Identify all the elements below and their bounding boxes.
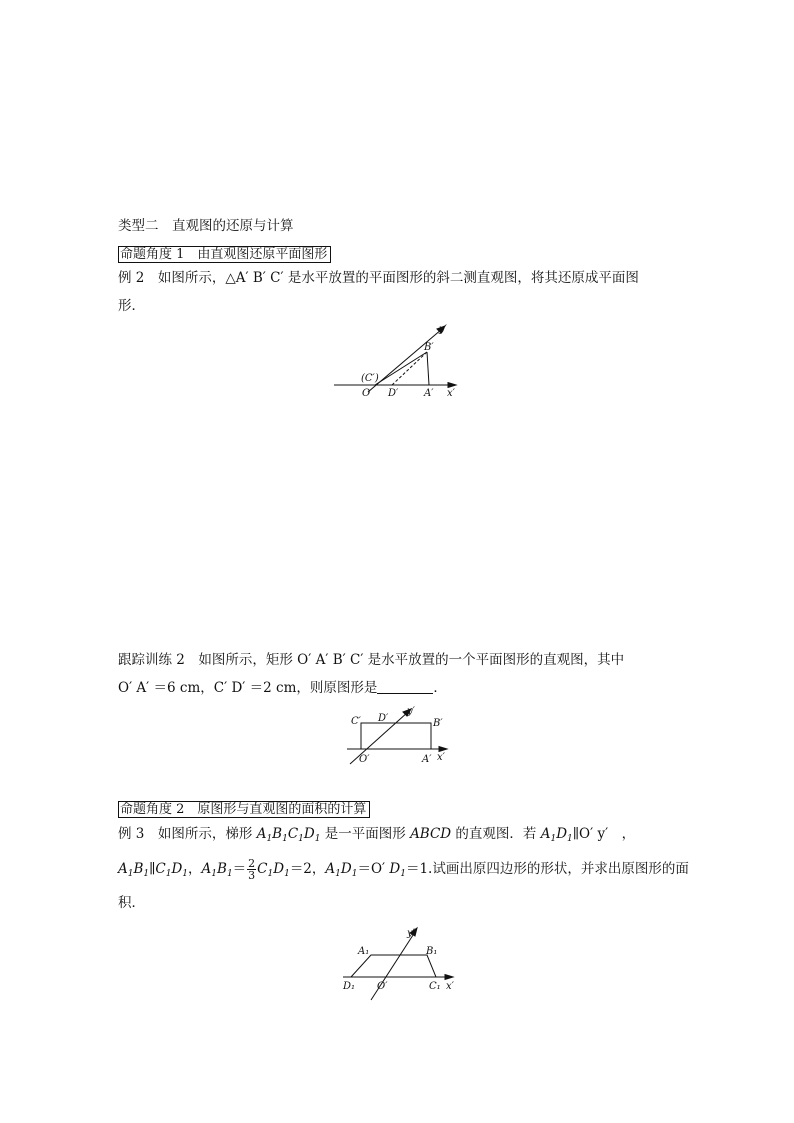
fig1-o-label: O′ (362, 388, 373, 399)
fig1-b-label: B′ (424, 342, 434, 353)
fig2-d-label: D′ (378, 713, 389, 724)
fig1-x-label: x′ (447, 388, 455, 399)
example-3-line-3: 积． (118, 895, 145, 911)
fig2-x-label: x′ (437, 752, 445, 763)
fig2-c-label: C′ (351, 716, 361, 727)
angle-1-label: 命题角度 1 由直观图还原平面图形 (118, 246, 331, 263)
fig2-a-label: A′ (422, 754, 432, 765)
drill-2-text-b: O′ A′ ＝6 cm，C′ D′ ＝2 cm，则原图形是 (118, 680, 378, 696)
fig1-a-label: A′ (424, 388, 434, 399)
fig3-b1-label: B₁ (426, 946, 438, 957)
fig3-x-label: x′ (446, 981, 454, 992)
fig3-d1-label: D₁ (343, 981, 356, 992)
fig1-y-label: y′ (439, 324, 447, 335)
fig3-x-arrow (445, 975, 453, 980)
example-3-label: 例 3 (118, 826, 145, 842)
fig3-o-label: O′ (377, 981, 388, 992)
angle-2-label: 命题角度 2 原图形与直观图的面积的计算 (118, 801, 370, 818)
example-2-text: 如图所示，△A′ B′ C′ 是水平放置的平面图形的斜二测直观图，将其还原成平面图 (144, 270, 639, 286)
drill-2-period: ． (433, 680, 447, 696)
fig2-b-label: B′ (433, 718, 443, 729)
section-title: 类型二 直观图的还原与计算 (118, 218, 294, 234)
example-2-line-2: 形． (118, 298, 145, 314)
fig2-o-label: O′ (359, 754, 370, 765)
example-2-label: 例 2 (118, 270, 145, 286)
fig1-d-label: D′ (388, 388, 399, 399)
drill-2-text: 如图所示，矩形 O′ A′ B′ C′ 是水平放置的一个平面图形的直观图，其中 (184, 652, 625, 668)
fig3-y-label: y′ (407, 928, 415, 939)
fig3-c1-label: C₁ (429, 981, 441, 992)
fraction-two-thirds: $\frac{2}{3}$ (248, 857, 256, 882)
fig1-c-label: (C′) (361, 373, 379, 384)
example-3-line-2: $A_1B_1\parallel C_1D_1$，$A_1B_1=$ $\frac{2}{3}$ $C_1D_1=2$，$A_1D_1=O'$ $D_1=1$.试画出原四边形的形状，并求出原图形的面 (118, 857, 689, 882)
fig2-y-label: y′ (407, 706, 415, 717)
fig3-a1-label: A₁ (358, 946, 370, 957)
example-3-line-1: 例 3 如图所示，梯形 $A_1B_1C_1D_1$ 是一平面图形 ABCD 的直观图．若 $A_1D_1\parallel O'$ y′ ， (118, 826, 636, 844)
drill-2-label: 跟踪训练 2 (118, 652, 185, 668)
